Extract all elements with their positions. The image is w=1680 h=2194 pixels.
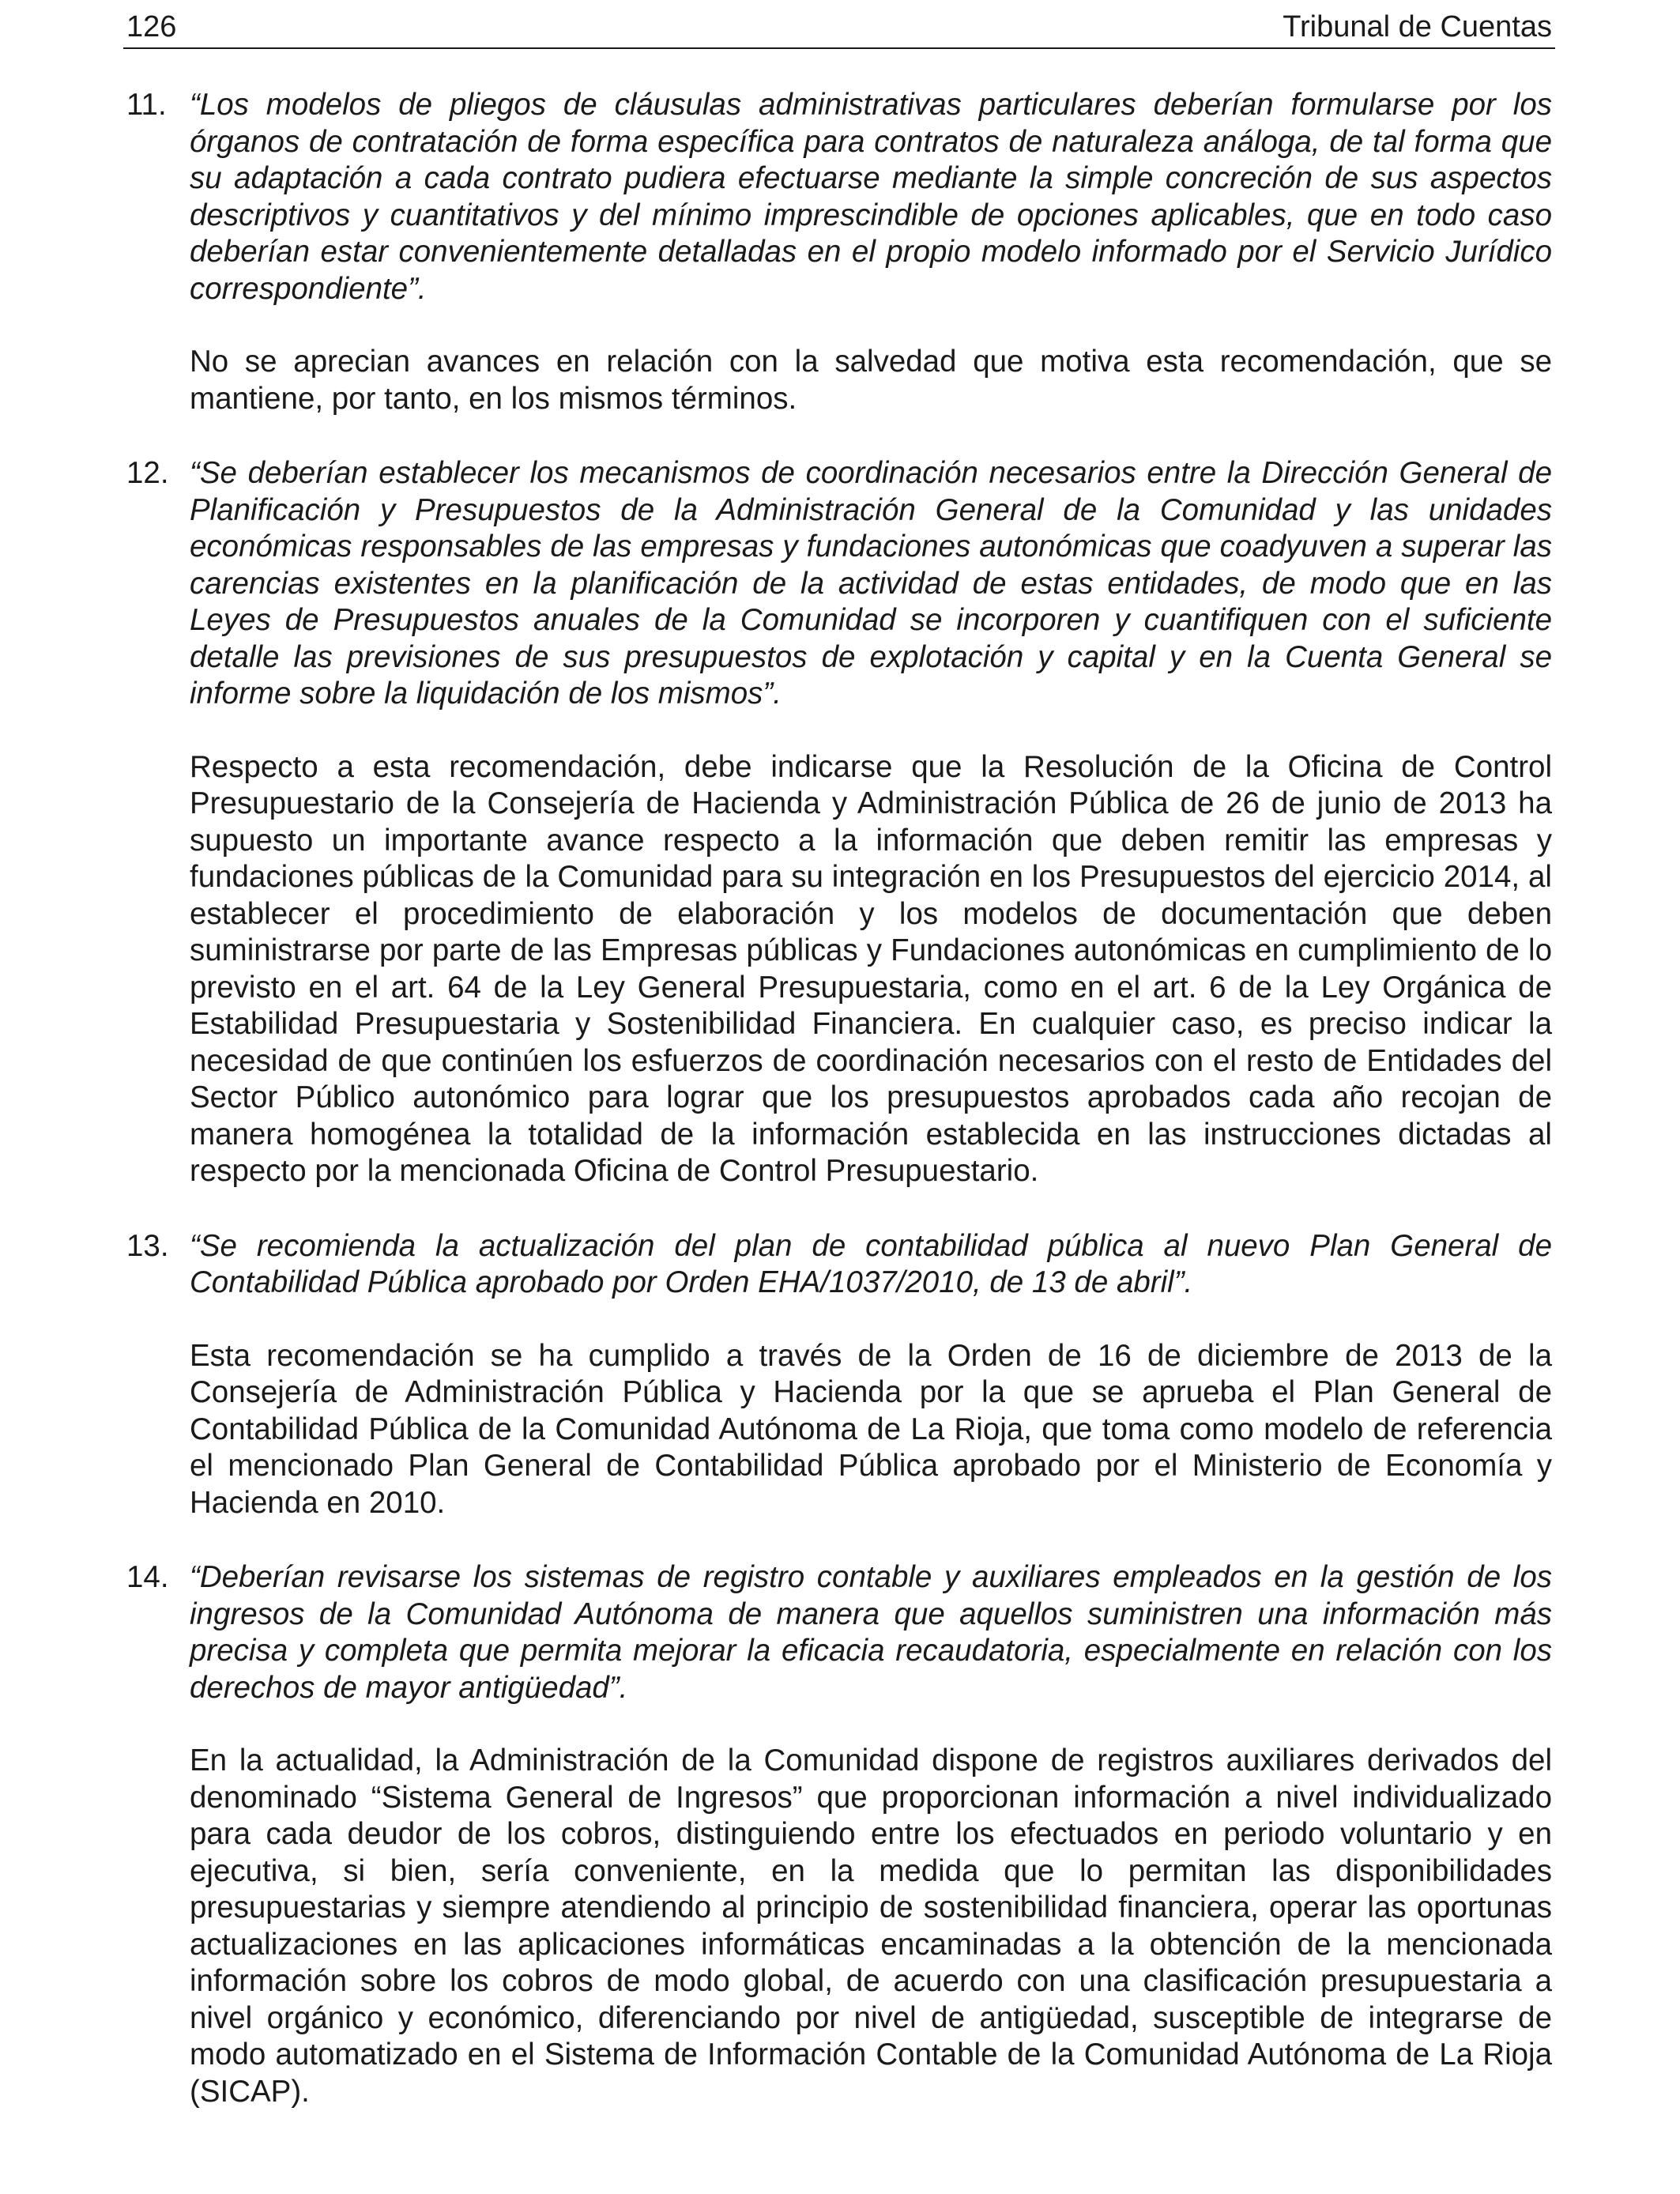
item-number: 12. [126, 456, 169, 490]
item-number: 13. [126, 1228, 169, 1263]
item-number: 14. [126, 1560, 169, 1594]
header-title: Tribunal de Cuentas [1283, 10, 1552, 43]
page-header [123, 6, 1555, 49]
recommendation-response: Esta recomendación se ha cumplido a través de la Orden de 16 de diciembre de 2013 de la Consejería de Administración Pública y Hacienda por la que se aprueba el Plan General de Contabilidad Pública de la Comunidad Autónoma de La Rioja, que toma como modelo de referencia el mencionado Plan General de Contabilidad Pública aprobado por el Ministerio de Economía y Hacienda en 2010. [190, 1338, 1552, 1520]
recommendation-quote: “Se deberían establecer los mecanismos de coordinación necesarios entre la Dirección General de Planificación y Presupuestos de la Administración General de la Comunidad y las unidades económicas responsables de las empresas y fundaciones autonómicas que coadyuven a superar las carencias existentes en la planificación de la actividad de estas entidades, de modo que en las Leyes de Presupuestos anuales de la Comunidad se incorporen y cuantifiquen con el suficiente detalle las previsiones de sus presupuestos de explotación y capital y en la Cuenta General se informe sobre la liquidación de los mismos”. [190, 456, 1552, 711]
page-body [126, 87, 1552, 2110]
item-number: 11. [126, 88, 167, 122]
recommendation-item [126, 1228, 1552, 1522]
page-number: 126 [126, 10, 177, 43]
recommendation-quote: “Deberían revisarse los sistemas de registro contable y auxiliares empleados en la gestión de los ingresos de la Comunidad Autónoma de manera que aquellos suministren una información más precisa y completa que permita mejorar la eficacia recaudatoria, especialmente en relación con los derechos de mayor antigüedad”. [190, 1560, 1552, 1705]
recommendation-item [126, 87, 1552, 417]
recommendation-item [126, 455, 1552, 1190]
recommendation-quote: “Los modelos de pliegos de cláusulas administrativas particulares deberían formularse por los órganos de contratación de forma específica para contratos de naturaleza análoga, de tal forma que su adaptación a cada contrato pudiera efectuarse mediante la simple concreción de sus aspectos descriptivos y cuantitativos y del mínimo imprescindible de opciones aplicables, que en todo caso deberían estar convenientemente detalladas en el propio modelo informado por el Servicio Jurídico correspondiente”. [190, 88, 1552, 306]
recommendation-response: No se aprecian avances en relación con la salvedad que motiva esta recomendación, que se mantiene, por tanto, en los mismos términos. [190, 345, 1552, 416]
recommendation-response: Respecto a esta recomendación, debe indicarse que la Resolución de la Oficina de Control Presupuestario de la Consejería de Hacienda y Administración Pública de 26 de junio de 2013 ha supuesto un importante avance respecto a la información que deben remitir las empresas y fundaciones públicas de la Comunidad para su integración en los Presupuestos del ejercicio 2014, al establecer el procedimiento de elaboración y los modelos de documentación que deben suministrarse por parte de las Empresas públicas y Fundaciones autonómicas en cumplimiento de lo previsto en el art. 64 de la Ley General Presupuestaria, como en el art. 6 de la Ley Orgánica de Estabilidad Presupuestaria y Sostenibilidad Financiera. En cualquier caso, es preciso indicar la necesidad de que continúen los esfuerzos de coordinación necesarios con el resto de Entidades del Sector Público autonómico para lograr que los presupuestos aprobados cada año recojan de manera homogénea la totalidad de la información establecida en las instrucciones dictadas al respecto por la mencionada Oficina de Control Presupuestario. [190, 749, 1552, 1188]
recommendation-quote: “Se recomienda la actualización del plan de contabilidad pública al nuevo Plan General de Contabilidad Pública aprobado por Orden EHA/1037/2010, de 13 de abril”. [190, 1228, 1552, 1299]
recommendation-response: En la actualidad, la Administración de la Comunidad dispone de registros auxiliares derivados del denominado “Sistema General de Ingresos” que proporcionan información a nivel individualizado para cada deudor de los cobros, distinguiendo entre los efectuados en periodo voluntario y en ejecutiva, si bien, sería conveniente, en la medida que lo permitan las disponibilidades presupuestarias y siempre atendiendo al principio de sostenibilidad financiera, operar las oportunas actualizaciones en las aplicaciones informáticas encaminadas a la obtención de la mencionada información sobre los cobros de modo global, de acuerdo con una clasificación presupuestaria a nivel orgánico y económico, diferenciando por nivel de antigüedad, susceptible de integrarse de modo automatizado en el Sistema de Información Contable de la Comunidad Autónoma de La Rioja (SICAP). [190, 1744, 1552, 2109]
recommendation-item [126, 1559, 1552, 2110]
